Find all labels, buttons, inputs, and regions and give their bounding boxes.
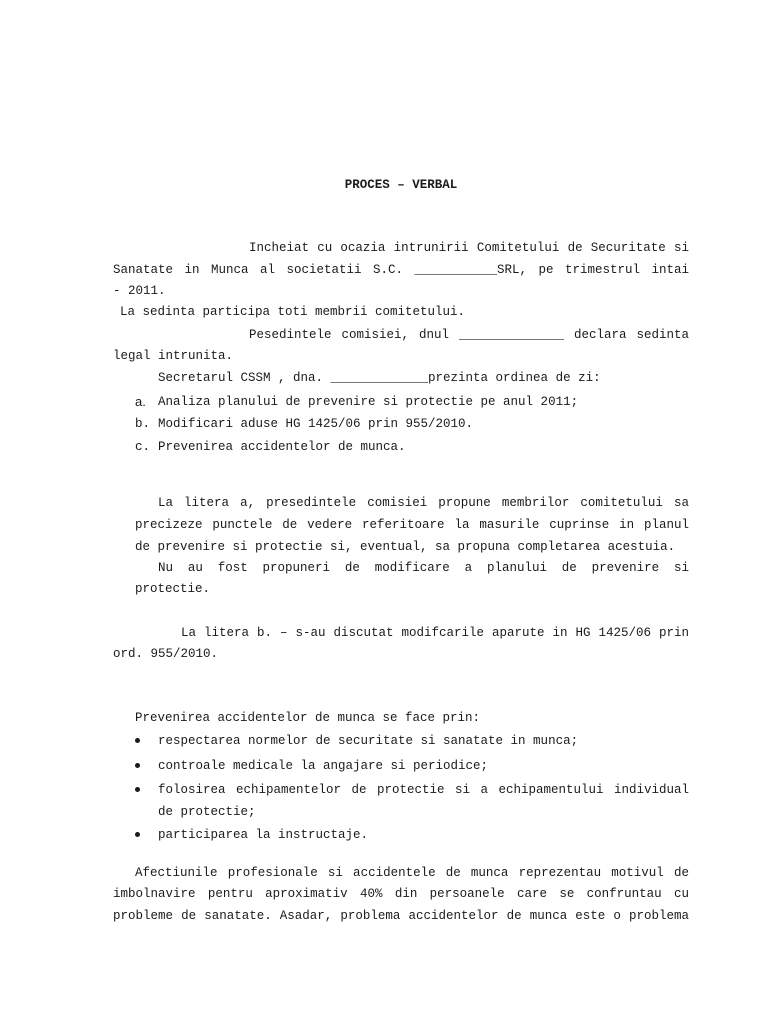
item-b-line: La litera b. – s-au discutat modifcarile aparute in HG 1425/06 prin bbox=[181, 626, 689, 640]
bullet-icon bbox=[135, 787, 140, 792]
president-line: Pesedintele comisiei, dnul ______________ declara sedinta bbox=[249, 328, 689, 342]
closing-line: probleme de sanatate. Asadar, problema accidentelor de munca este o problema bbox=[113, 909, 689, 923]
agenda-text: Analiza planului de prevenire si protectie pe anul 2011; bbox=[158, 395, 579, 409]
bullet-icon bbox=[135, 832, 140, 837]
item-a-result-line: Nu au fost propuneri de modificare a planului de prevenire si bbox=[158, 561, 689, 575]
document-title: PROCES – VERBAL bbox=[344, 178, 458, 192]
closing-line: Afectiunile profesionale si accidentele de munca reprezentau motivul de bbox=[135, 866, 689, 880]
bullet-text: participarea la instructaje. bbox=[158, 828, 369, 842]
bullet-icon bbox=[135, 738, 140, 743]
agenda-marker: a. bbox=[135, 394, 146, 409]
item-b-line: ord. 955/2010. bbox=[113, 647, 219, 661]
prevention-intro: Prevenirea accidentelor de munca se face prin: bbox=[135, 711, 481, 725]
item-a-result-line: protectie. bbox=[135, 582, 211, 596]
secretary-line: Secretarul CSSM , dna. _____________prezinta ordinea de zi: bbox=[158, 371, 601, 385]
attendance-line: La sedinta participa toti membrii comitetului. bbox=[120, 305, 466, 319]
agenda-marker: c. bbox=[135, 440, 151, 454]
bullet-text: folosirea echipamentelor de protectie si a echipamentului individual bbox=[158, 783, 689, 797]
intro-line: - 2011. bbox=[113, 284, 166, 298]
agenda-marker: b. bbox=[135, 417, 151, 431]
bullet-text: controale medicale la angajare si periodice; bbox=[158, 759, 489, 773]
item-a-line: precizeze punctele de vedere referitoare la masurile cuprinse in planul bbox=[135, 518, 689, 532]
item-a-line: de prevenire si protectie si, eventual, sa propuna completarea acestuia. bbox=[135, 540, 676, 554]
closing-line: imbolnavire pentru aproximativ 40% din persoanele care se confruntau cu bbox=[113, 887, 689, 901]
intro-line: Incheiat cu ocazia intrunirii Comitetului de Securitate si bbox=[249, 241, 689, 255]
bullet-icon bbox=[135, 763, 140, 768]
item-a-line: La litera a, presedintele comisiei propune membrilor comitetului sa bbox=[158, 496, 689, 510]
intro-line: Sanatate in Munca al societatii S.C. ___________SRL, pe trimestrul intai bbox=[113, 263, 689, 277]
bullet-text: de protectie; bbox=[158, 805, 256, 819]
bullet-text: respectarea normelor de securitate si sanatate in munca; bbox=[158, 734, 579, 748]
agenda-text: Modificari aduse HG 1425/06 prin 955/2010. bbox=[158, 417, 474, 431]
president-line: legal intrunita. bbox=[113, 349, 234, 363]
agenda-text: Prevenirea accidentelor de munca. bbox=[158, 440, 406, 454]
